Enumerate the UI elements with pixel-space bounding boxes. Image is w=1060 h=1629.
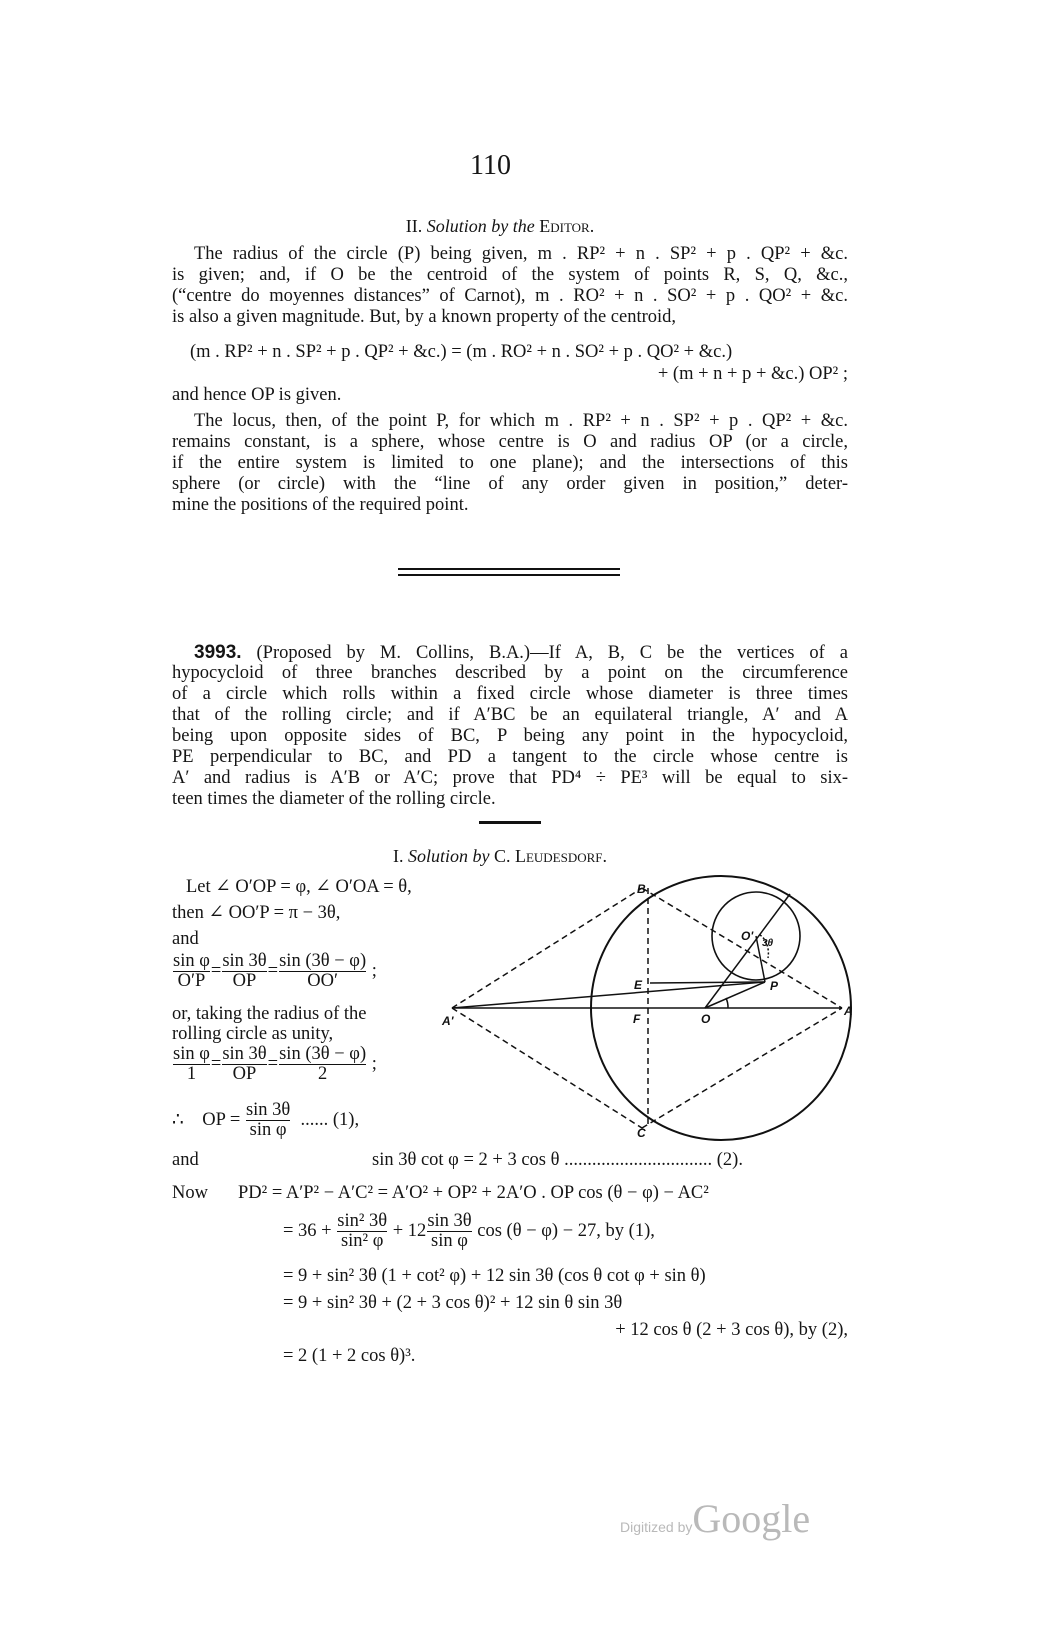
question-line: that of the rolling circle; and if A′BC be an equilateral triangle, A′ and A: [172, 705, 848, 725]
question-line: being upon opposite sides of BC, P being any point in the hypocycloid,: [172, 726, 848, 746]
ratio-equation-2: $\frac{\text{sin φ}}{1}$ = $\frac{\sin 3\theta}{OP}$ = $\frac{\sin (3\theta - \varphi)}{2}$ ;: [173, 1044, 377, 1084]
text-line: The locus, then, of the point P, for which m . RP² + n . SP² + p . QP² + &c.: [194, 411, 848, 431]
heading-author: Editor.: [539, 216, 595, 236]
and-word: and: [172, 929, 199, 949]
denominator: O′P: [177, 971, 206, 991]
denominator: OP: [232, 971, 257, 991]
now-word: Now: [172, 1183, 208, 1203]
label-a: A: [844, 1004, 853, 1018]
question-line: of a circle which rolls within a fixed circle whose diameter is three times: [172, 684, 848, 704]
numerator: sin 3θ: [245, 1100, 291, 1120]
punct: ;: [371, 1053, 377, 1074]
numerator: sin φ: [173, 951, 210, 971]
heading-number: II.: [405, 216, 423, 236]
numerator: sin 3θ: [427, 1211, 472, 1231]
question-text: (Proposed by M. Collins, B.A.)—If A, B, C be the vertices of a: [256, 643, 848, 663]
line-a-prime-p: [452, 982, 765, 1008]
denominator: OP: [232, 1064, 257, 1084]
denominator: sin² φ: [340, 1231, 384, 1251]
question-line: A′ and radius is A′B or A′C; prove that PD⁴ ÷ PE³ will be equal to six-: [172, 768, 848, 788]
line-pe: [650, 982, 765, 983]
page-number: 110: [470, 150, 511, 181]
step-1: [283, 1212, 655, 1251]
now-equation: PD² = A′P² − A′C² = A′O² + OP² + 2A′O . OP cos (θ − φ) − AC²: [238, 1183, 709, 1203]
angle-arc: [726, 998, 728, 1008]
label-o-prime: O': [741, 929, 754, 943]
denominator: sin φ: [431, 1231, 468, 1251]
therefore-symbol: ∴: [172, 1109, 184, 1130]
numerator: sin² 3θ: [337, 1211, 388, 1231]
numerator: sin φ: [173, 1044, 210, 1064]
lhs: OP =: [202, 1109, 241, 1130]
step-3: = 9 + sin² 3θ + (2 + 3 cos θ)² + 12 sin θ sin 3θ: [283, 1293, 623, 1313]
equation-tag: ...... (1),: [300, 1109, 360, 1130]
numerator: sin 3θ: [222, 951, 267, 971]
term: + 12: [392, 1220, 427, 1241]
numerator: sin (3θ − φ): [279, 951, 367, 971]
numerator: sin 3θ: [222, 1044, 267, 1064]
denominator: OO′: [307, 971, 338, 991]
taking-line: or, taking the radius of the: [172, 1004, 367, 1024]
question-line: PE perpendicular to BC, and PD a tangent to the circle whose centre is: [172, 747, 848, 767]
denominator: 2: [317, 1064, 328, 1084]
label-p: P: [770, 979, 779, 993]
question-line: hypocycloid of three branches described by a point on the circumference: [172, 663, 848, 683]
text-line: sphere (or circle) with the “line of any order given in position,” deter-: [172, 474, 848, 494]
taking-line: rolling circle as unity,: [172, 1024, 334, 1044]
label-f: F: [633, 1012, 641, 1026]
step-4: = 2 (1 + 2 cos θ)³.: [283, 1346, 416, 1366]
equation-2: sin 3θ cot φ = 2 + 3 cos θ ................................ (2).: [372, 1150, 743, 1170]
let-line: Let ∠ O′OP = φ, ∠ O′OA = θ,: [186, 877, 412, 897]
equation-line: (m . RP² + n . SP² + p . QP² + &c.) = (m . RO² + n . SO² + p . QO² + &c.): [190, 342, 733, 362]
digitized-by-google-watermark: [620, 1495, 810, 1542]
term: = 36 +: [283, 1220, 332, 1241]
numerator: sin (3θ − φ): [279, 1044, 367, 1064]
label-c: C: [637, 1126, 646, 1140]
watermark-prefix: Digitized by: [620, 1519, 693, 1535]
text-line: The radius of the circle (P) being given, m . RP² + n . SP² + p . QP² + &c.: [194, 244, 848, 264]
text-line: (“centre do moyennes distances” of Carnot), m . RO² + n . SO² + p . QO² + &c.: [172, 286, 848, 306]
label-e: E: [634, 978, 643, 992]
denominator: sin φ: [249, 1120, 287, 1140]
label-3theta: 3θ: [762, 938, 774, 949]
text-line: remains constant, is a sphere, whose centre is O and radius OP (or a circle,: [172, 432, 848, 452]
question-line: teen times the diameter of the rolling circle.: [172, 789, 496, 809]
equation-line: + (m + n + p + &c.) OP² ;: [657, 364, 848, 384]
heading-author: C. Leudesdorf.: [493, 846, 608, 866]
heading-italic: Solution by: [407, 846, 490, 866]
text-line: is given; and, if O be the centroid of the system of points R, S, Q, &c.,: [172, 265, 848, 285]
term: cos (θ − φ) − 27, by (1),: [477, 1220, 655, 1241]
and-word: and: [172, 1150, 199, 1170]
heading-number: I.: [392, 846, 404, 866]
step-2: = 9 + sin² 3θ (1 + cot² φ) + 12 sin 3θ (cos θ cot φ + sin θ): [283, 1266, 706, 1286]
label-o: O: [701, 1012, 711, 1026]
label-a-prime: A': [442, 1014, 454, 1028]
text-line: and hence OP is given.: [172, 385, 342, 405]
heading-italic: Solution by the: [426, 216, 535, 236]
ratio-equation-1: $\frac{\text{sin φ}}{O'P}$ = $\frac{\sin 3\theta}{OP}$ = $\frac{\sin (3\theta - \varphi)}{OO'}$ ;: [173, 951, 377, 991]
google-logo: Google: [692, 1496, 811, 1541]
then-line: then ∠ OO′P = π − 3θ,: [172, 903, 341, 923]
text-line: is also a given magnitude. But, by a known property of the centroid,: [172, 307, 677, 327]
text-line: if the entire system is limited to one plane); and the intersections of this: [172, 453, 848, 473]
step-3-continued: + 12 cos θ (2 + 3 cos θ), by (2),: [615, 1320, 848, 1340]
question-number: 3993.: [194, 642, 242, 663]
punct: ;: [371, 960, 377, 981]
text-line: mine the positions of the required point.: [172, 495, 469, 515]
denominator: 1: [186, 1064, 197, 1084]
label-b: B: [637, 882, 646, 896]
